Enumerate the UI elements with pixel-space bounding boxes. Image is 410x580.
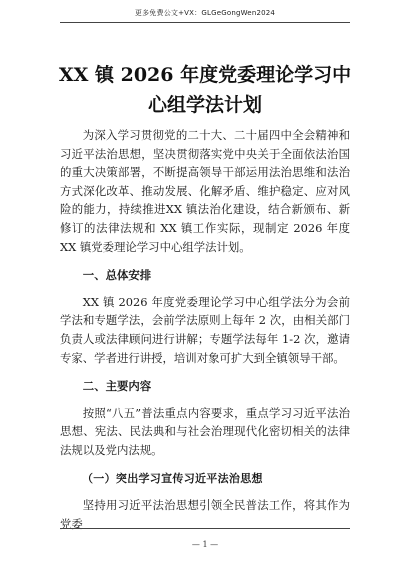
subsection-body: 坚持用习近平法治思想引领全民普法工作，将其作为党委 (60, 498, 350, 531)
header-rule (60, 22, 350, 23)
section-heading-overall: 一、总体安排 (82, 268, 152, 283)
header-note: 更多免费公文+VX：GLGeGongWen2024 (134, 9, 276, 17)
section-body-overall: XX 镇 2026 年度党委理论学习中心组学法分为会前学法和专题学法，会前学法原则上每年 2 次，由相关部门负责人或法律顾问进行讲解；专题学法每年 1-2 次，邀请专家、学者进行讲授，培训对象可扩大到全镇领导干部。 (60, 294, 350, 365)
section-body-content: 按照“八五”普法重点内容要求，重点学习习近平法治思想、宪法、民法典和与社会治理现代化密切相关的法律法规以及党内法规。 (60, 405, 350, 457)
document-body (60, 126, 350, 543)
page-number: — 1 — (191, 540, 219, 549)
section-heading-content: 二、主要内容 (82, 379, 152, 394)
document-title: XX 镇 2026 年度党委理论学习中心组学法计划 (58, 64, 352, 116)
footer-rule (60, 528, 350, 529)
subsection-heading: （一）突出学习宣传习近平法治思想 (82, 471, 263, 485)
intro-paragraph: 为深入学习贯彻党的二十大、二十届四中全会精神和习近平法治思想，坚决贯彻落实党中央关于全面依法治国的重大决策部署，不断提高领导干部运用法治思维和法治方式深化改革、推动发展、化解矛盾、维护稳定、应对风险的能力，持续推进XX 镇法治化建设，结合新颁布、新修订的法律法规和 XX 镇工作实际，现制定 2026 年度 XX 镇党委理论学习中心组学法计划。 (60, 128, 350, 254)
